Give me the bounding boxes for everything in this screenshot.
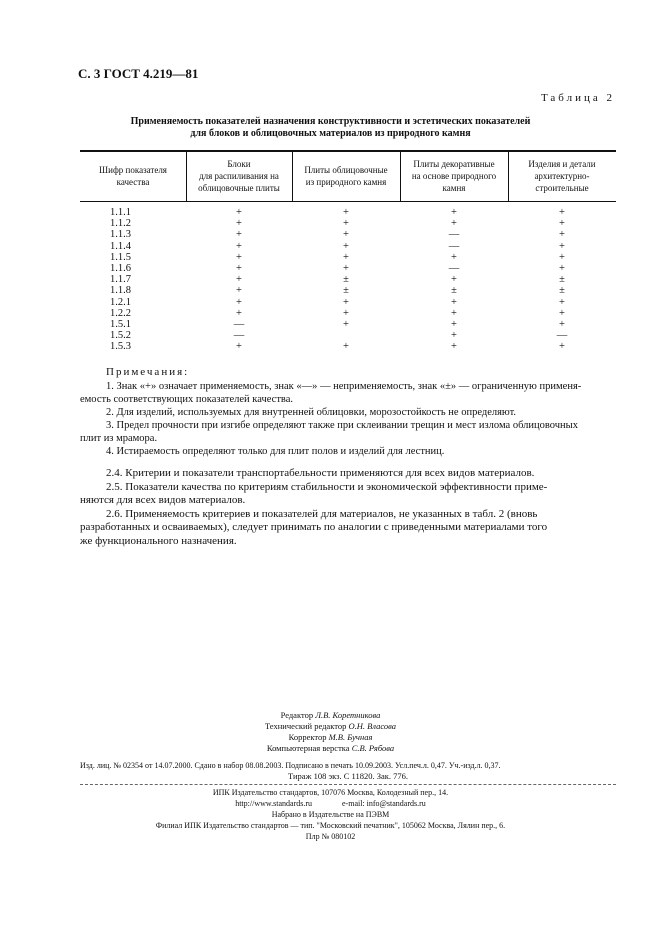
row-code: 1.1.7	[110, 274, 131, 286]
cell: +	[343, 307, 349, 319]
imprint	[80, 760, 616, 782]
cell: +	[559, 341, 565, 353]
row-code: 1.2.1	[110, 296, 131, 308]
column-header-line: Плиты облицовочные	[304, 165, 388, 175]
table-title	[0, 116, 661, 140]
table-row	[80, 241, 616, 252]
credit-line: Компьютерная верстка С.В. Рябова	[266, 743, 395, 753]
cell: +	[343, 229, 349, 241]
cell: ±	[559, 274, 565, 286]
column-header-line: камня	[442, 183, 466, 193]
table-row	[80, 297, 616, 308]
note-2: 2. Для изделий, используемых для внутренней облицовки, морозостойкость не определяют.	[106, 407, 517, 418]
note-1-cont: емость соответствующих показателей качества.	[80, 394, 294, 405]
note-line: 1. Знак «+» означает применяемость, знак «—» — неприменяемость, знак «±» — ограниченную применя-	[106, 381, 582, 392]
row-code: 1.1.5	[110, 251, 131, 263]
cell: +	[451, 307, 457, 319]
cell: +	[236, 296, 242, 308]
imprint-line: Изд. лиц. № 02354 от 14.07.2000. Сдано в набор 08.08.2003. Подписано в печать 10.09.2003. Усл.печ.л. 0,47. Уч.-изд.л. 0,37.	[80, 761, 501, 770]
cell: —	[233, 330, 245, 342]
cell: ±	[559, 285, 565, 297]
table-top-rule	[80, 150, 616, 152]
cell: +	[451, 274, 457, 286]
credits	[0, 710, 661, 754]
note-1	[80, 380, 616, 393]
cell: +	[343, 262, 349, 274]
cell: +	[451, 251, 457, 263]
column-header-architectural	[508, 158, 616, 194]
paragraph-2-5: 2.5. Показатели качества по критериям стабильности и экономической эффективности приме-	[106, 480, 548, 493]
table-row	[80, 308, 616, 319]
column-header-line: облицовочные плиты	[198, 183, 280, 193]
cell: +	[343, 251, 349, 263]
cell: +	[236, 251, 242, 263]
paragraph-2-4: 2.4. Критерии и показатели транспортабельности применяются для всех видов материалов.	[106, 467, 535, 479]
cell: +	[236, 341, 242, 353]
notes-title: Примечания:	[106, 366, 190, 378]
table-label: Таблица 2	[540, 92, 615, 104]
publisher-line: http://www.standards.ru e-mail: info@standards.ru	[235, 799, 426, 808]
row-code: 1.1.2	[110, 218, 131, 230]
cell: +	[451, 296, 457, 308]
cell: +	[343, 341, 349, 353]
imprint-line: Тираж 108 экз. С 11820. Зак. 776.	[288, 771, 408, 781]
cell: +	[451, 218, 457, 230]
row-code: 1.5.2	[110, 330, 131, 342]
cell: +	[343, 296, 349, 308]
table-row	[80, 218, 616, 229]
cell: +	[559, 218, 565, 230]
row-code: 1.1.1	[110, 207, 131, 218]
column-header-line: Блоки	[227, 159, 251, 169]
column-header-code	[80, 164, 186, 188]
column-header-line: строительные	[535, 183, 589, 193]
cell: +	[236, 240, 242, 252]
cell: ±	[343, 285, 349, 297]
row-code: 1.1.3	[110, 229, 131, 241]
cell	[292, 330, 400, 341]
note-3: 3. Предел прочности при изгибе определяют также при склеивании трещин и мест излома облицовочных	[106, 420, 578, 431]
cell: +	[236, 207, 242, 218]
cell: +	[559, 307, 565, 319]
row-code: 1.5.1	[110, 318, 131, 330]
table-row	[80, 330, 616, 341]
cell: +	[559, 296, 565, 308]
paragraph-2-6-cont: же функционального назначения.	[80, 534, 237, 547]
cell: +	[236, 218, 242, 230]
paragraph-2-5-cont: няются для всех видов материалов.	[80, 494, 246, 506]
column-header-line: Изделия и детали	[528, 159, 596, 169]
cell: +	[559, 207, 565, 218]
publisher	[0, 787, 661, 842]
cell: +	[451, 318, 457, 330]
table-row	[80, 319, 616, 330]
column-header-blocks	[186, 158, 292, 194]
notes	[80, 380, 616, 458]
table-header-rule	[80, 201, 616, 202]
cell: +	[343, 218, 349, 230]
cell: +	[236, 274, 242, 286]
table-title-line: Применяемость показателей назначения конструктивности и эстетических показателей	[130, 116, 531, 127]
credit-line: Редактор Л.В. Коретникова	[280, 710, 381, 720]
cell: +	[343, 240, 349, 252]
cell: +	[451, 341, 457, 353]
page-header: С. 3 ГОСТ 4.219—81	[78, 66, 199, 81]
column-header-line: Шифр показателя	[99, 165, 167, 175]
column-header-line: Плиты декоративные	[413, 159, 495, 169]
column-header-line: на основе природного	[411, 171, 497, 181]
cell: +	[559, 318, 565, 330]
body-text	[80, 467, 616, 548]
table-row	[80, 207, 616, 218]
table-row	[80, 263, 616, 274]
table-body	[80, 207, 616, 352]
cell: —	[448, 240, 460, 252]
row-code: 1.5.3	[110, 341, 131, 353]
row-code: 1.2.2	[110, 307, 131, 319]
paragraph-2-6-cont: разработанных и осваиваемых), следует принимать по аналогии с приведенными материалами того	[80, 521, 548, 533]
publisher-line: Набрано в Издательстве на ПЭВМ	[271, 810, 390, 819]
table-row	[80, 285, 616, 296]
column-header-line: качества	[116, 177, 150, 187]
table-row	[80, 274, 616, 285]
publisher-line: ИПК Издательство стандартов, 107076 Москва, Колодезный пер., 14.	[212, 788, 449, 797]
row-code: 1.1.6	[110, 262, 131, 274]
paragraph-2-6: 2.6. Применяемость критериев и показателей для материалов, не указанных в табл. 2 (вновь	[106, 507, 538, 520]
column-header-line: для распиливания на	[199, 171, 279, 181]
cell: +	[236, 307, 242, 319]
note-4: 4. Истираемость определяют только для плит полов и изделий для лестниц.	[106, 446, 445, 457]
table-row	[80, 341, 616, 352]
cell: +	[559, 262, 565, 274]
table-title-line: для блоков и облицовочных материалов из природного камня	[190, 128, 471, 139]
cell: +	[559, 229, 565, 241]
cell: —	[448, 262, 460, 274]
cell: —	[556, 330, 568, 342]
cell: +	[559, 240, 565, 252]
credit-line: Технический редактор О.Н. Власова	[264, 721, 397, 731]
cell: +	[343, 207, 349, 218]
column-header-line: из природного камня	[305, 177, 387, 187]
separator	[80, 784, 616, 785]
column-header-line: архитектурно-	[534, 171, 590, 181]
publisher-line: Филиал ИПК Издательство стандартов — тип. "Московский печатник", 105062 Москва, Лялин пер., 6.	[155, 821, 506, 830]
cell: +	[559, 251, 565, 263]
cell: —	[448, 229, 460, 241]
cell: ±	[451, 285, 457, 297]
table-row	[80, 252, 616, 263]
table-row	[80, 229, 616, 240]
cell: +	[343, 318, 349, 330]
row-code: 1.1.4	[110, 240, 131, 252]
cell: —	[233, 318, 245, 330]
cell: +	[236, 285, 242, 297]
cell: +	[236, 262, 242, 274]
cell: +	[236, 229, 242, 241]
credit-line: Корректор М.В. Бучная	[288, 732, 373, 742]
cell: +	[451, 330, 457, 342]
row-code: 1.1.8	[110, 285, 131, 297]
column-header-facing-slabs	[292, 164, 400, 188]
cell: +	[451, 207, 457, 218]
cell: ±	[343, 274, 349, 286]
column-header-decorative-slabs	[400, 158, 508, 194]
note-3-cont: плит из мрамора.	[80, 433, 158, 444]
publisher-line: Плр № 080102	[305, 832, 356, 841]
